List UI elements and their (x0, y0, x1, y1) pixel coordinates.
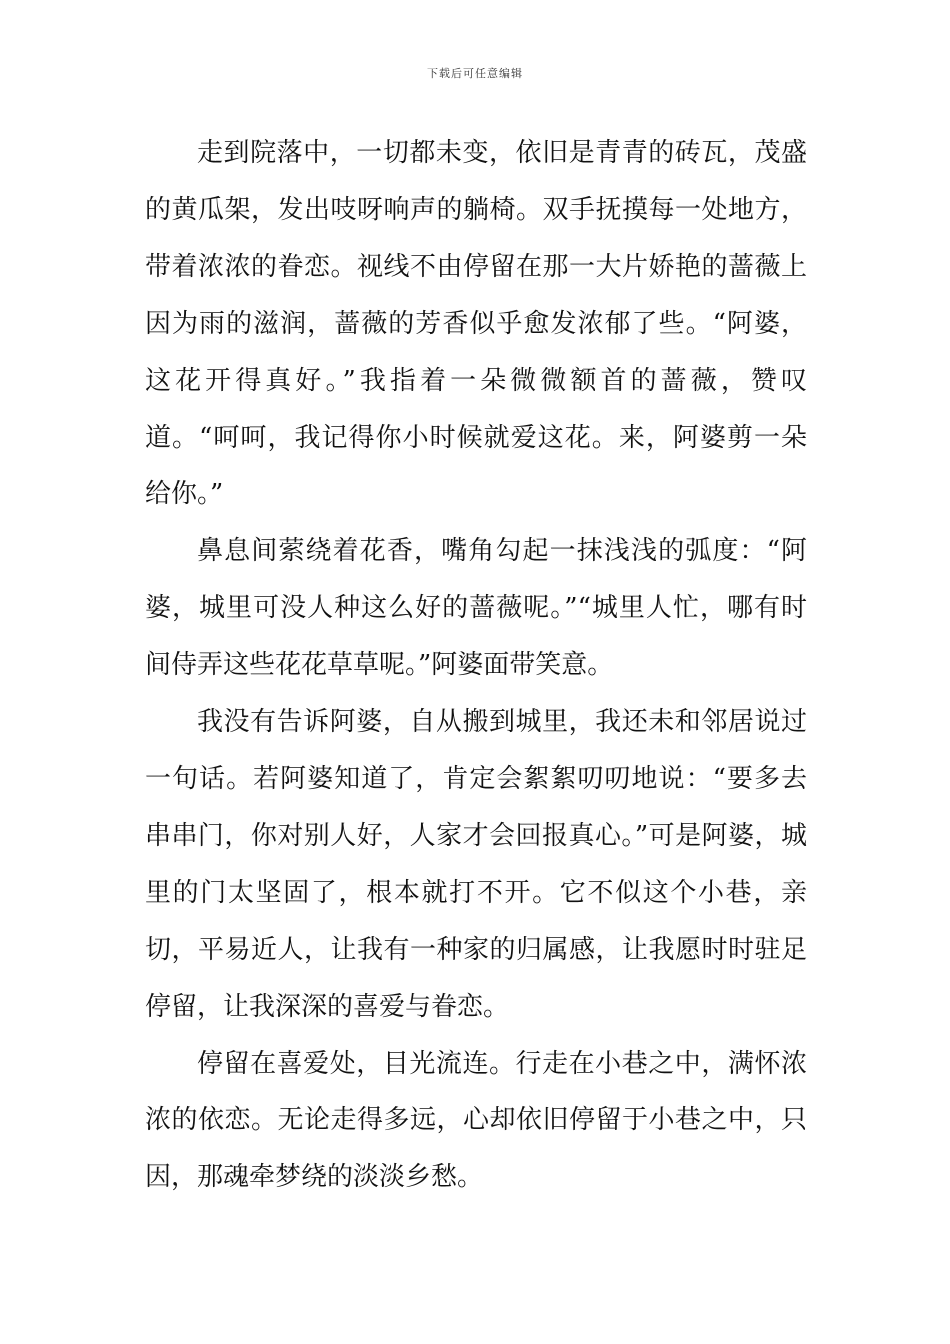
paragraph-3: 我没有告诉阿婆，自从搬到城里，我还未和邻居说过一句话。若阿婆知道了，肯定会絮絮叨叨地说：“要多去串串门，你对别人好，人家才会回报真心。”可是阿婆，城里的门太坚固了，根本就打不开。它不似这个小巷，亲切，平易近人，让我有一种家的归属感，让我愿时时驻足停留，让我深深的喜爱与眷恋。 (145, 707, 807, 1022)
page-header: 下载后可任意编辑 (427, 67, 523, 80)
paragraph-1: 走到院落中，一切都未变，依旧是青青的砖瓦，茂盛的黄瓜架，发出吱呀响声的躺椅。双手抚摸每一处地方，带着浓浓的眷恋。视线不由停留在那一大片娇艳的蔷薇上因为雨的滋润，蔷薇的芳香似乎愈发浓郁了些。“阿婆，这花开得真好。”我指着一朵微微额首的蔷薇，赞叹道。“呵呵，我记得你小时候就爱这花。来，阿婆剪一朵给你。” (145, 138, 807, 510)
document-body (145, 125, 807, 1206)
paragraph-4: 停留在喜爱处，目光流连。行走在小巷之中，满怀浓浓的依恋。无论走得多远，心却依旧停留于小巷之中，只因，那魂牵梦绕的淡淡乡愁。 (145, 1048, 807, 1193)
paragraph-2: 鼻息间萦绕着花香，嘴角勾起一抹浅浅的弧度：“阿婆，城里可没人种这么好的蔷薇呢。”“城里人忙，哪有时间侍弄这些花花草草呢。”阿婆面带笑意。 (145, 536, 807, 681)
